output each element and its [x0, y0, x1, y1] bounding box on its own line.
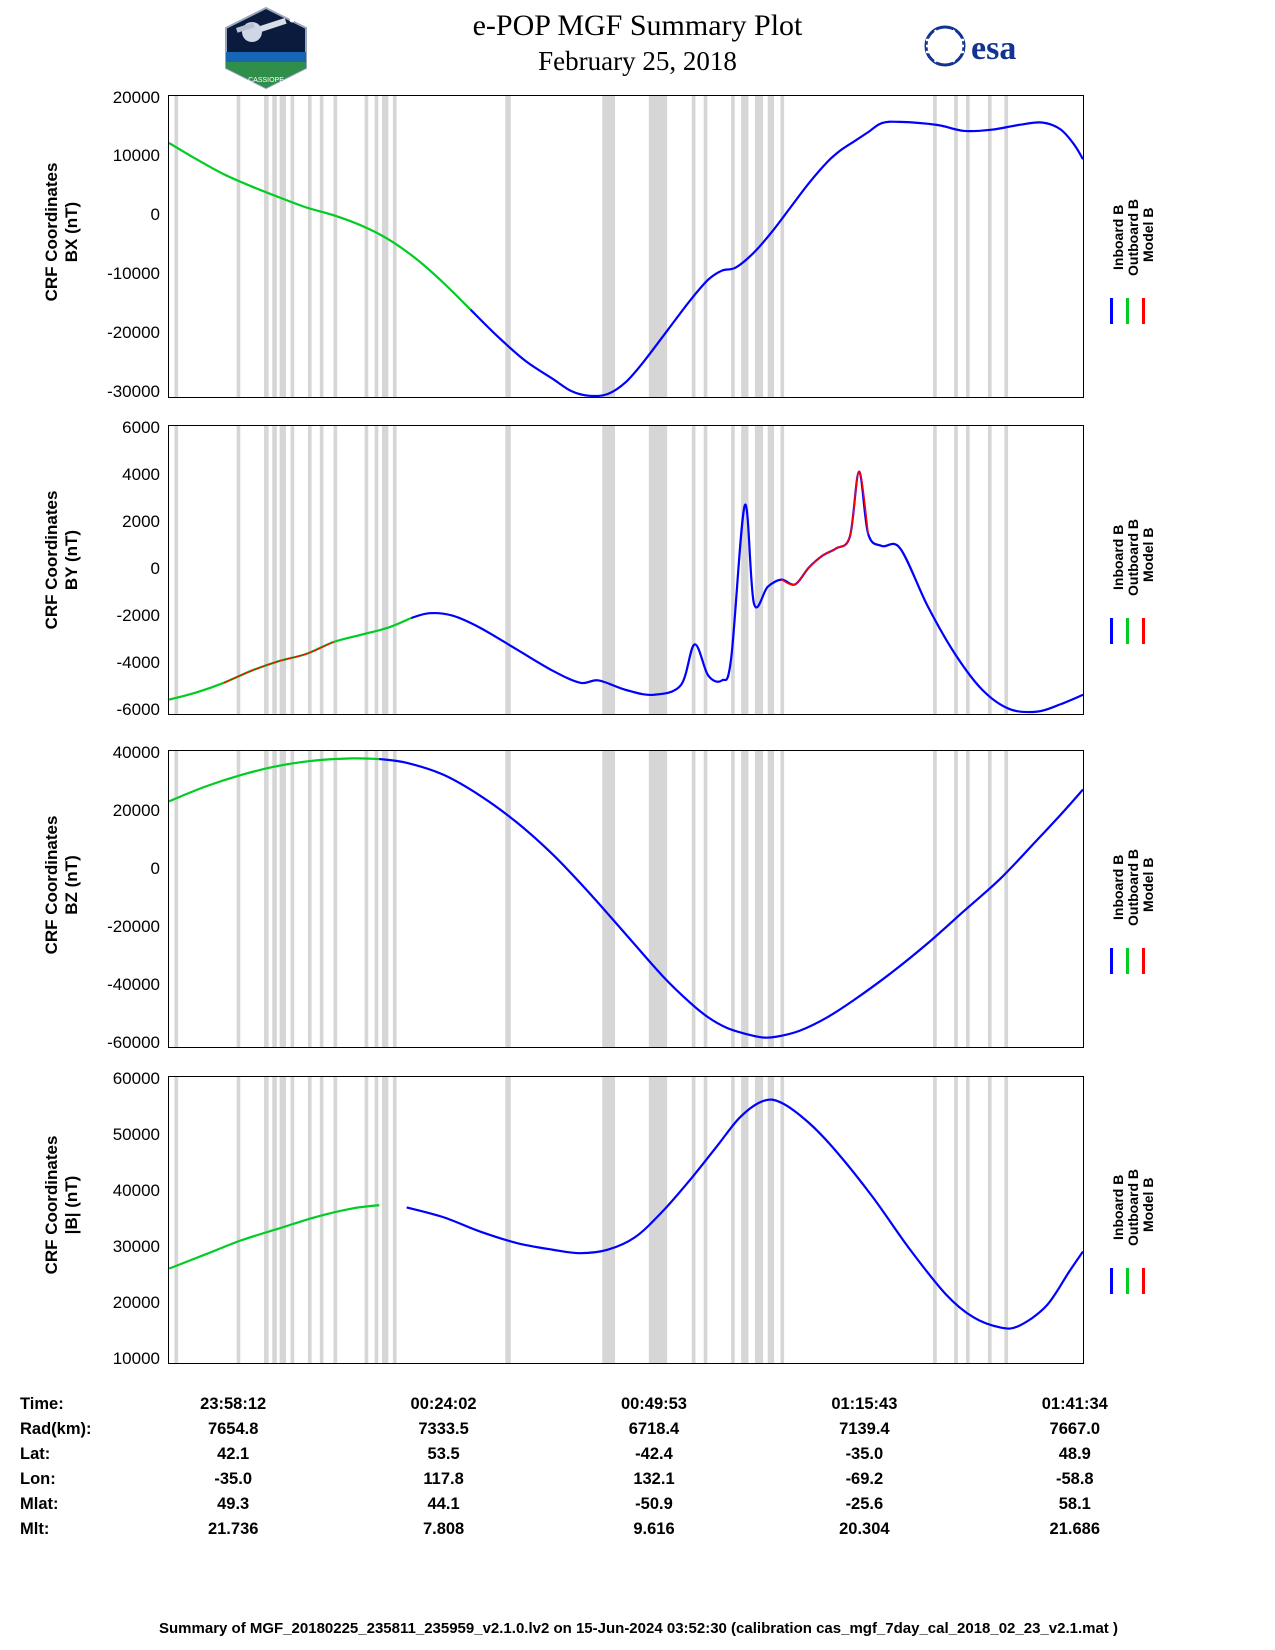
legend-swatch-inboard — [1110, 298, 1113, 324]
ephemeris-row — [20, 1467, 1180, 1492]
legend-swatch-inboard — [1110, 618, 1113, 644]
svg-text:esa: esa — [971, 30, 1017, 67]
ephemeris-cell: -58.8 — [1055, 1470, 1094, 1488]
panel-bz-ylabel: CRF Coordinates BZ (nT) — [42, 815, 81, 955]
ephemeris-cell: -35.0 — [845, 1445, 884, 1463]
ephemeris-cell: 44.1 — [427, 1495, 460, 1513]
ephemeris-row-label: Mlat: — [20, 1495, 59, 1513]
ephemeris-row-label: Mlt: — [20, 1520, 50, 1538]
ephemeris-cell: 42.1 — [217, 1445, 250, 1463]
panel-bz-legend: Inboard B Outboard B Model B — [1098, 800, 1158, 1000]
ephemeris-cell: -25.6 — [845, 1495, 884, 1513]
ephemeris-row-label: Rad(km): — [20, 1420, 92, 1438]
legend-swatch-model — [1142, 948, 1145, 974]
legend-swatch-outboard — [1126, 298, 1129, 324]
ephemeris-cell: 7654.8 — [207, 1420, 259, 1438]
panel-babs-plot — [169, 1077, 1083, 1363]
ephemeris-cell: 132.1 — [633, 1470, 675, 1488]
ephemeris-row — [20, 1517, 1180, 1542]
ephemeris-cell: -42.4 — [635, 1445, 673, 1463]
ephemeris-cell: 23:58:12 — [200, 1395, 267, 1413]
ephemeris-row-label: Lat: — [20, 1445, 51, 1463]
legend-swatch-outboard — [1126, 618, 1129, 644]
panel-babs-legend: Inboard B Outboard B Model B — [1098, 1120, 1158, 1320]
ephemeris-cell: 53.5 — [427, 1445, 460, 1463]
footer-summary: Summary of MGF_20180225_235811_235959_v2.1.0.lv2 on 15-Jun-2024 03:52:30 (calibration cas_mgf_7day_cal_2018_02_23_v2.1.mat ) — [159, 1620, 1118, 1637]
ephemeris-row-label: Time: — [20, 1395, 64, 1413]
page-title — [0, 8, 1275, 78]
chart-panel-bz — [168, 750, 1084, 1048]
ephemeris-cell: 00:49:53 — [620, 1395, 687, 1413]
panel-by-ylabel: CRF Coordinates BY (nT) — [42, 490, 81, 630]
panel-bx-ylabel: CRF Coordinates BX (nT) — [42, 162, 81, 302]
ephemeris-cell: 21.686 — [1049, 1520, 1101, 1538]
ephemeris-cell: -69.2 — [845, 1470, 884, 1488]
ephemeris-cell: 6718.4 — [628, 1420, 680, 1438]
ephemeris-cell: 01:15:43 — [831, 1395, 898, 1413]
panel-bx-plot — [169, 96, 1083, 397]
panel-babs-ylabel: CRF Coordinates |B| (nT) — [42, 1135, 81, 1275]
ephemeris-row — [20, 1392, 1180, 1417]
chart-panel-babs — [168, 1076, 1084, 1364]
ephemeris-cell: 117.8 — [423, 1470, 464, 1488]
ephemeris-cell: 58.1 — [1058, 1495, 1091, 1513]
legend-swatch-model — [1142, 298, 1145, 324]
legend-swatch-outboard — [1126, 1268, 1129, 1294]
ephemeris-cell: 7333.5 — [418, 1420, 469, 1438]
ephemeris-cell: 7139.4 — [839, 1420, 890, 1438]
panel-bz-plot — [169, 751, 1083, 1047]
ephemeris-cell: -35.0 — [214, 1470, 252, 1488]
ephemeris-cell: 00:24:02 — [410, 1395, 477, 1413]
svg-text:CASSIOPE: CASSIOPE — [248, 77, 284, 84]
title-main: e-POP MGF Summary Plot — [472, 9, 803, 42]
legend-swatch-outboard — [1126, 948, 1129, 974]
chart-panel-by — [168, 425, 1084, 715]
ephemeris-cell: 01:41:34 — [1041, 1395, 1108, 1413]
legend-swatch-inboard — [1110, 1268, 1113, 1294]
ephemeris-table — [20, 1392, 1180, 1542]
ephemeris-cell: 49.3 — [217, 1495, 250, 1513]
cassiope-logo-icon — [222, 6, 310, 90]
chart-panel-bx — [168, 95, 1084, 398]
legend-swatch-model — [1142, 618, 1145, 644]
ephemeris-cell: 21.736 — [207, 1520, 259, 1538]
ephemeris-row — [20, 1492, 1180, 1517]
legend-swatch-inboard — [1110, 948, 1113, 974]
panel-bx-legend: Inboard B Outboard B Model B — [1098, 150, 1158, 350]
esa-logo-icon — [923, 24, 1043, 68]
ephemeris-cell: 9.616 — [633, 1520, 675, 1538]
ephemeris-row — [20, 1417, 1180, 1442]
panel-by-plot — [169, 426, 1083, 714]
ephemeris-row — [20, 1442, 1180, 1467]
ephemeris-row-label: Lon: — [20, 1470, 56, 1488]
title-subtitle: February 25, 2018 — [538, 46, 737, 76]
ephemeris-cell: 20.304 — [839, 1520, 890, 1538]
panel-by-legend: Inboard B Outboard B Model B — [1098, 470, 1158, 670]
ephemeris-cell: 48.9 — [1058, 1445, 1091, 1463]
legend-swatch-model — [1142, 1268, 1145, 1294]
ephemeris-cell: 7667.0 — [1049, 1420, 1101, 1438]
ephemeris-cell: 7.808 — [422, 1520, 465, 1538]
ephemeris-cell: -50.9 — [635, 1495, 673, 1513]
